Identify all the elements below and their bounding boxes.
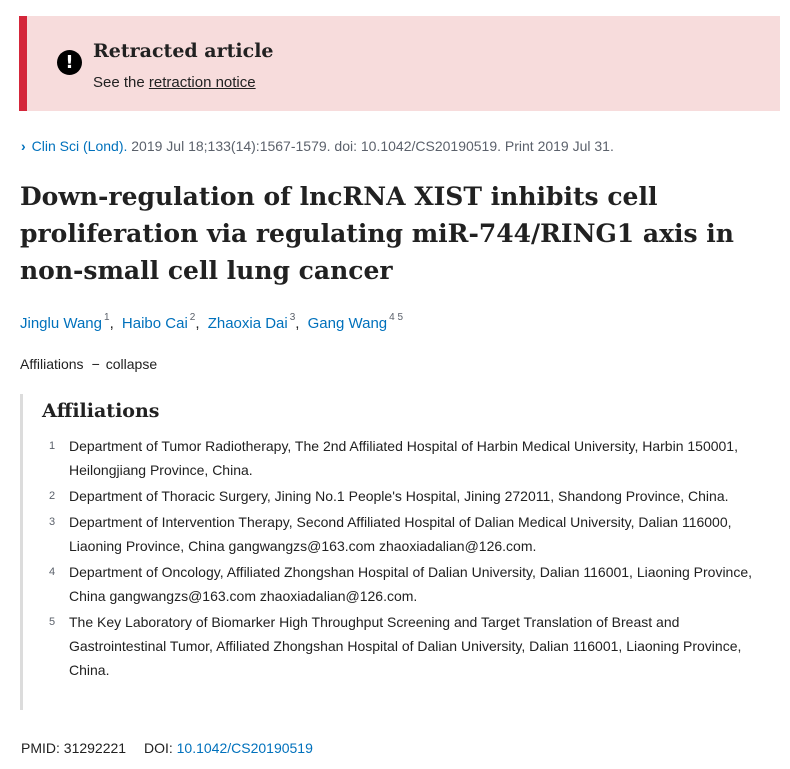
affiliations-toggle[interactable] — [20, 356, 157, 372]
doi-link[interactable]: 10.1042/CS20190519 — [176, 740, 313, 756]
affiliation-text: Department of Thoracic Surgery, Jining No.1 People's Hospital, Jining 272011, Shandong Province, China. — [69, 488, 729, 504]
affiliation-number: 3 — [49, 516, 56, 528]
affiliation-text: Department of Intervention Therapy, Second Affiliated Hospital of Dalian Medical University, Dalian 116000, Liaoning Province, China gangwangzs@163.com zhaoxiadalian@126.com. — [69, 514, 732, 554]
chevron-right-icon[interactable]: › — [21, 138, 26, 154]
pmid-value: 31292221 — [63, 740, 127, 756]
affiliation-item — [49, 510, 779, 558]
author-item — [20, 312, 110, 332]
affiliations-toggle-label: Affiliations — [20, 356, 84, 372]
doi-label: DOI: — [143, 740, 173, 756]
banner-title: Retracted article — [93, 40, 274, 62]
author-item — [207, 312, 296, 332]
author-affiliation-ref[interactable]: 2 — [189, 312, 196, 323]
author-affiliation-ref[interactable]: 3 — [289, 312, 296, 323]
author-link[interactable]: Jinglu Wang — [20, 315, 102, 332]
affiliations-list — [49, 434, 779, 684]
article-identifiers — [21, 740, 313, 756]
collapse-dash-icon: − — [91, 356, 100, 372]
citation-details: 2019 Jul 18;133(14):1567-1579. doi: 10.1042/CS20190519. Print 2019 Jul 31. — [131, 138, 614, 154]
affiliation-text: Department of Oncology, Affiliated Zhongshan Hospital of Dalian University, Dalian 116001, Liaoning Province, China gangwangzs@163.com zhaoxiadalian@126.com. — [69, 564, 753, 604]
author-item — [121, 312, 196, 332]
affiliations-heading: Affiliations — [42, 400, 160, 422]
author-affiliation-ref[interactable]: 1 — [104, 312, 110, 323]
affiliation-item — [49, 484, 779, 508]
affiliation-item — [49, 610, 779, 682]
journal-link[interactable]: Clin Sci (Lond). — [31, 138, 128, 154]
authors-list: Jinglu Wang $^1$, Haibo Cai $^2$, Zhaoxia Dai $^3$, Gang Wang $^{4 5}$ — [20, 312, 404, 332]
author-link[interactable]: Gang Wang — [307, 315, 388, 332]
collapse-label[interactable]: collapse — [105, 356, 158, 372]
affiliation-item — [49, 434, 779, 482]
article-title: Down-regulation of lncRNA XIST inhibits cell proliferation via regulating miR-744/RING1 axis in non-small cell lung cancer — [20, 182, 734, 285]
banner-see-text: See the — [93, 74, 145, 91]
affiliation-number: 1 — [49, 440, 56, 452]
affiliation-number: 4 — [49, 566, 56, 578]
author-affiliation-ref[interactable]: 4 5 — [389, 312, 404, 323]
retraction-banner — [19, 16, 780, 111]
affiliation-number: 2 — [49, 490, 56, 502]
affiliation-item — [49, 560, 779, 608]
affiliation-number: 5 — [49, 616, 56, 628]
citation-line — [21, 138, 614, 154]
author-link[interactable]: Haibo Cai — [121, 315, 188, 332]
retraction-notice-link[interactable]: retraction notice — [148, 74, 256, 91]
affiliation-text: The Key Laboratory of Biomarker High Throughput Screening and Target Translation of Breast and Gastrointestinal Tumor, Affiliated Zhongshan Hospital of Dalian University, Dalian 116001, Liaoning Province, China. — [69, 614, 742, 678]
pmid-label: PMID: — [21, 740, 60, 756]
banner-subtitle — [93, 74, 256, 91]
exclamation-circle-icon: ! — [57, 50, 82, 75]
affiliation-text: Department of Tumor Radiotherapy, The 2nd Affiliated Hospital of Harbin Medical University, Harbin 150001, Heilongjiang Province, China. — [69, 438, 738, 478]
author-item — [307, 312, 404, 332]
author-link[interactable]: Zhaoxia Dai — [207, 315, 288, 332]
affiliations-panel — [20, 394, 780, 710]
